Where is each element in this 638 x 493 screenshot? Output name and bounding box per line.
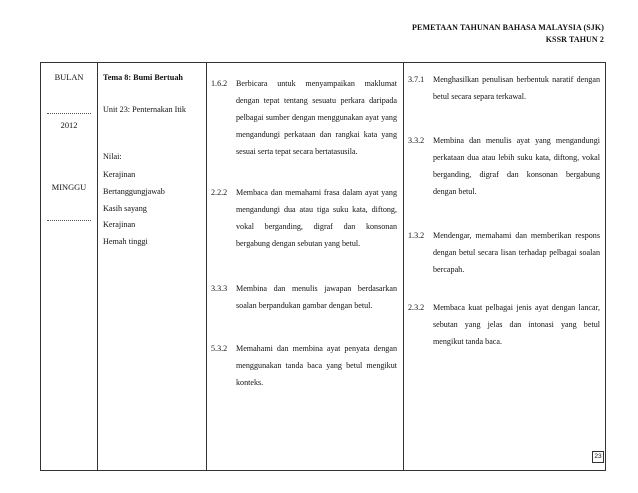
month-blank-line [47, 113, 91, 114]
page-header [412, 22, 604, 46]
column-divider-2 [206, 63, 207, 470]
value-item: Kerajinan [103, 170, 136, 179]
standard-code: 2.3.2 [408, 303, 425, 312]
standard-code: 3.3.3 [211, 284, 228, 293]
standard-text: Memahami dan membina ayat penyata dengan menggunakan tanda baca yang betul mengikut konteks. [236, 344, 397, 387]
standard-text: Membaca kuat pelbagai jenis ayat dengan lancar, sebutan yang jelas dan intonasi yang betul mengikut tanda baca. [433, 303, 600, 346]
standard-text: Berbicara untuk menyampaikan maklumat dengan tepat tentang sesuatu perkara daripada pelbagai sumber dengan menggunakan ayat yang mengandungi perkataan dan rangkai kata yang sesuai serta tepat secara bertatasusila. [236, 79, 397, 156]
column-divider-1 [97, 63, 98, 470]
standard-text: Membina dan menulis jawapan berdasarkan soalan berpandukan gambar dengan betul. [236, 284, 397, 310]
standard-code: 1.6.2 [211, 79, 228, 88]
value-item: Kasih sayang [103, 204, 147, 213]
standard-code: 5.3.2 [211, 344, 228, 353]
standard-text: Membaca dan memahami frasa dalam ayat yang mengandungi dua atau tiga suku kata, diftong, vokal berganding, digraf dan konsonan bergabung dengan sebutan yang betul. [236, 188, 397, 248]
week-blank-line [47, 220, 91, 221]
year-value: 2012 [60, 121, 78, 130]
theme-title: Tema 8: Bumi Bertuah [103, 73, 183, 82]
standard-text: Menghasilkan penulisan berbentuk naratif dengan betul secara separa terkawal. [433, 75, 600, 101]
standard-code: 3.7.1 [408, 75, 425, 84]
standard-code: 2.2.2 [211, 188, 228, 197]
week-label: MINGGU [51, 183, 87, 192]
mapping-table [40, 62, 606, 471]
standard-code: 3.3.2 [408, 136, 425, 145]
value-item: Hemah tinggi [103, 237, 148, 246]
month-label: BULAN [54, 73, 84, 82]
values-label: Nilai: [103, 152, 122, 161]
unit-title: Unit 23: Penternakan Itik [103, 105, 186, 114]
value-item: Bertanggungjawab [103, 187, 165, 196]
standard-code: 1.3.2 [408, 231, 425, 240]
document-title: PEMETAAN TAHUNAN BAHASA MALAYSIA (SJK) [412, 23, 604, 32]
column-divider-3 [403, 63, 404, 470]
page-number: 23 [592, 451, 604, 463]
standard-text: Membina dan menulis ayat yang mengandungi perkataan dua atau lebih suku kata, diftong, vokal berganding, digraf dan konsonan bergabung dengan betul. [433, 136, 600, 196]
value-item: Kerajinan [103, 220, 136, 229]
standard-text: Mendengar, memahami dan memberikan respons dengan betul secara lisan terhadap pelbagai soalan bercapah. [433, 231, 600, 274]
document-subtitle: KSSR TAHUN 2 [545, 35, 604, 44]
